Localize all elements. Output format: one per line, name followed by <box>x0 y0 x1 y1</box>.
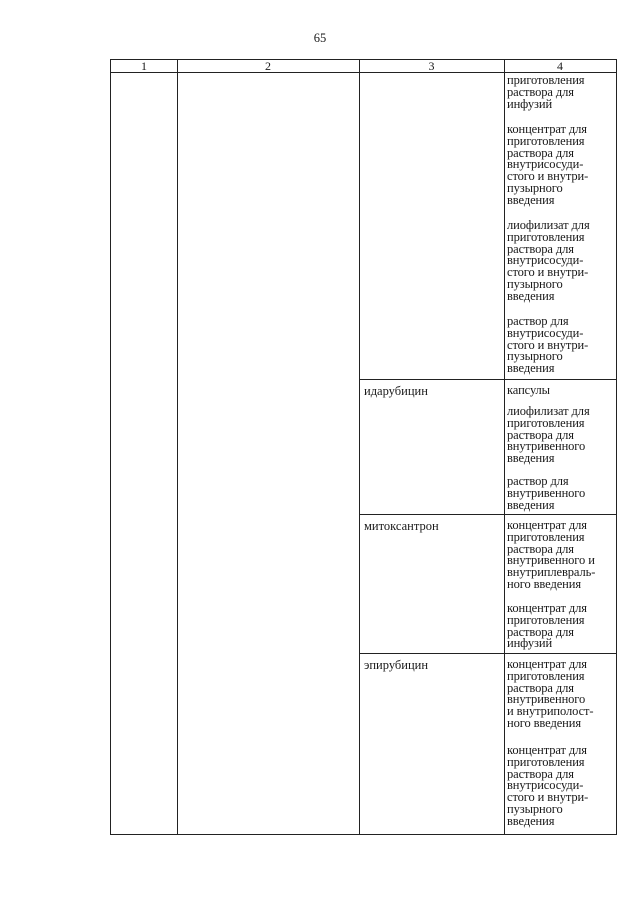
drug-name-epirubicin: эпирубицин <box>364 658 429 672</box>
column-header-1: 1 <box>141 59 147 73</box>
row-divider <box>359 653 616 654</box>
drug-name-mitoxantrone: митоксантрон <box>364 519 439 533</box>
dosage-form: лиофилизат для приготовления раствора для внутрисосуди- стого и внутри- пузырного введения <box>507 218 590 303</box>
row-divider <box>359 379 616 380</box>
dosage-form: концентрат для приготовления раствора для внутрисосуди- стого и внутри- пузырного введения <box>507 743 589 828</box>
column-divider <box>504 60 505 834</box>
dosage-form: концентрат для приготовления раствора для внутривенного и внутриполост- ного введения <box>507 657 594 730</box>
column-header-4: 4 <box>557 59 563 73</box>
dosage-form: лиофилизат для приготовления раствора для внутривенного введения <box>507 404 590 466</box>
dosage-form: раствор для внутривенного введения <box>507 474 586 512</box>
dosage-form: приготовления раствора для инфузий <box>507 73 585 111</box>
column-header-3: 3 <box>428 59 435 73</box>
dosage-form: капсулы <box>507 383 550 397</box>
dosage-form: концентрат для приготовления раствора для внутривенного и внутриплевраль- ного введения <box>507 518 596 591</box>
column-divider <box>359 60 360 834</box>
dosage-form: концентрат для приготовления раствора для внутрисосуди- стого и внутри- пузырного введения <box>507 122 589 207</box>
drug-table <box>110 59 617 835</box>
dosage-form: раствор для внутрисосуди- стого и внутри- пузырного введения <box>507 314 589 376</box>
drug-name-idarubicin: идарубицин <box>364 384 428 398</box>
column-divider <box>177 60 178 834</box>
page-number: 65 <box>313 31 327 45</box>
dosage-form: концентрат для приготовления раствора для инфузий <box>507 601 587 651</box>
row-divider <box>359 514 616 515</box>
column-header-2: 2 <box>265 59 271 73</box>
